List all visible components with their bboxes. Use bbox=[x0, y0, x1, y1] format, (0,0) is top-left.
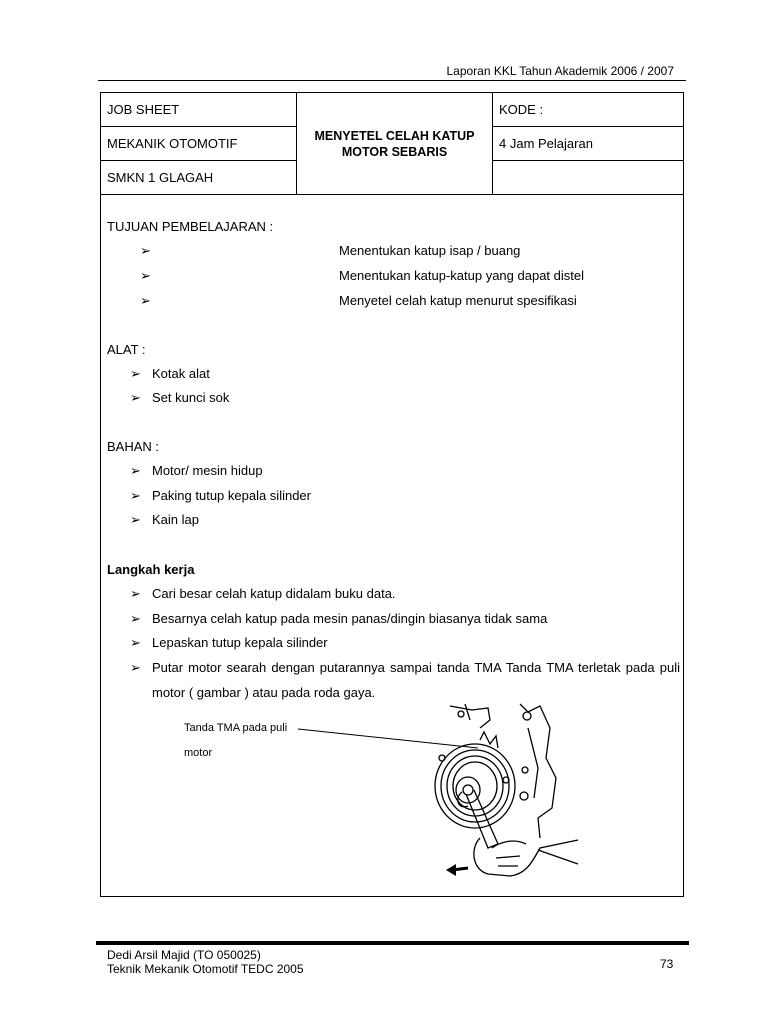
step-text: Lepaskan tutup kepala silinder bbox=[152, 635, 328, 650]
bullet-arrow-icon: ➢ bbox=[130, 488, 141, 503]
program-cell: MEKANIK OTOMOTIF bbox=[101, 127, 297, 161]
tujuan-heading: TUJUAN PEMBELAJARAN : bbox=[107, 219, 274, 234]
job-sheet-cell: JOB SHEET bbox=[101, 93, 297, 127]
step-text: Besarnya celah katup pada mesin panas/dingin biasanya tidak sama bbox=[152, 611, 548, 626]
job-title-line2: MOTOR SEBARIS bbox=[341, 144, 448, 159]
page-number: 73 bbox=[660, 957, 674, 971]
tujuan-text: Menentukan katup isap / buang bbox=[339, 243, 521, 258]
bullet-arrow-icon: ➢ bbox=[130, 512, 141, 527]
page-header: Laporan KKL Tahun Akademik 2006 / 2007 bbox=[446, 64, 674, 78]
bullet-arrow-icon: ➢ bbox=[130, 611, 141, 626]
bullet-arrow-icon: ➢ bbox=[140, 243, 151, 258]
langkah-heading: Langkah kerja bbox=[107, 562, 195, 577]
footer-dept: Teknik Mekanik Otomotif TEDC 2005 bbox=[107, 962, 304, 976]
kode-cell: KODE : bbox=[493, 93, 684, 127]
caption-line1: Tanda TMA pada puli bbox=[184, 722, 288, 734]
bullet-arrow-icon: ➢ bbox=[130, 586, 141, 601]
bullet-arrow-icon: ➢ bbox=[140, 268, 151, 283]
bahan-text: Kain lap bbox=[152, 512, 199, 527]
footer-credits bbox=[107, 948, 304, 976]
tujuan-text: Menyetel celah katup menurut spesifikasi bbox=[339, 293, 577, 308]
caption-line2: motor bbox=[184, 747, 213, 759]
bullet-arrow-icon: ➢ bbox=[130, 390, 141, 405]
bahan-text: Motor/ mesin hidup bbox=[152, 463, 263, 478]
alat-text: Kotak alat bbox=[152, 366, 210, 381]
tujuan-text: Menentukan katup-katup yang dapat distel bbox=[339, 268, 585, 283]
bullet-arrow-icon: ➢ bbox=[130, 366, 141, 381]
footer-author: Dedi Arsil Majid (TO 050025) bbox=[107, 948, 261, 962]
alat-text: Set kunci sok bbox=[152, 390, 230, 405]
bullet-arrow-icon: ➢ bbox=[140, 293, 151, 308]
bullet-arrow-icon: ➢ bbox=[130, 463, 141, 478]
step-text: Putar motor searah dengan putarannya sampai tanda TMA Tanda TMA terletak pada puli motor ( gambar ) atau pada roda gaya. bbox=[152, 660, 680, 700]
duration-cell: 4 Jam Pelajaran bbox=[493, 127, 684, 161]
job-title-line1: MENYETEL CELAH KATUP bbox=[314, 128, 475, 143]
bahan-text: Paking tutup kepala silinder bbox=[152, 488, 311, 503]
alat-heading: ALAT : bbox=[107, 342, 146, 357]
bullet-arrow-icon: ➢ bbox=[130, 635, 141, 650]
bullet-arrow-icon: ➢ bbox=[130, 660, 141, 675]
bahan-heading: BAHAN : bbox=[107, 439, 160, 454]
school-cell: SMKN 1 GLAGAH bbox=[101, 161, 297, 195]
step-text: Cari besar celah katup didalam buku data. bbox=[152, 586, 396, 601]
engine-pulley-illustration bbox=[410, 698, 585, 888]
footer-rule bbox=[96, 941, 689, 945]
